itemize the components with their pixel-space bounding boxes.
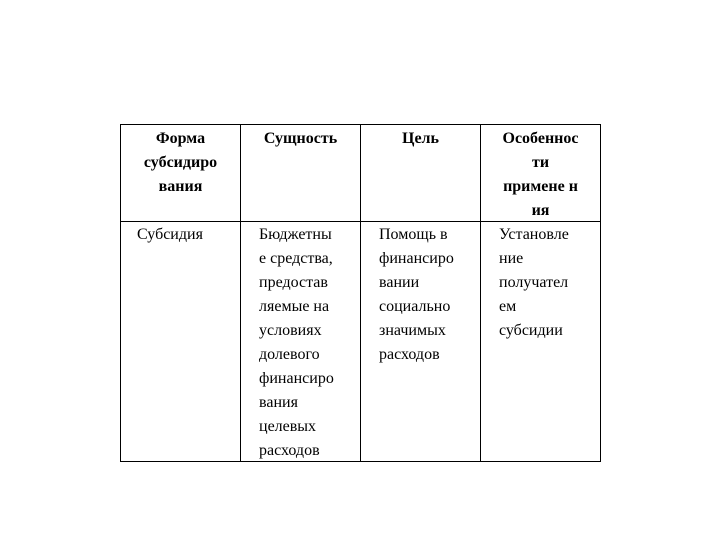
cell-essence: Бюджетны е средства, предостав ляемые на условиях долевого финансиро вания целевых расходов <box>259 226 334 459</box>
column-divider <box>360 125 361 461</box>
header-features: Особеннос ти примене н ия <box>502 130 579 219</box>
column-divider <box>240 125 241 461</box>
header-essence: Сущность <box>263 130 338 147</box>
cell-goal: Помощь в финансиро вании социально значимых расходов <box>379 226 454 363</box>
subsidy-table <box>120 124 601 462</box>
header-form: Форма субсидиро вания <box>143 130 218 195</box>
header-goal: Цель <box>402 130 439 147</box>
cell-form: Субсидия <box>137 226 203 243</box>
cell-features: Установле ние получател ем субсидии <box>499 226 569 339</box>
